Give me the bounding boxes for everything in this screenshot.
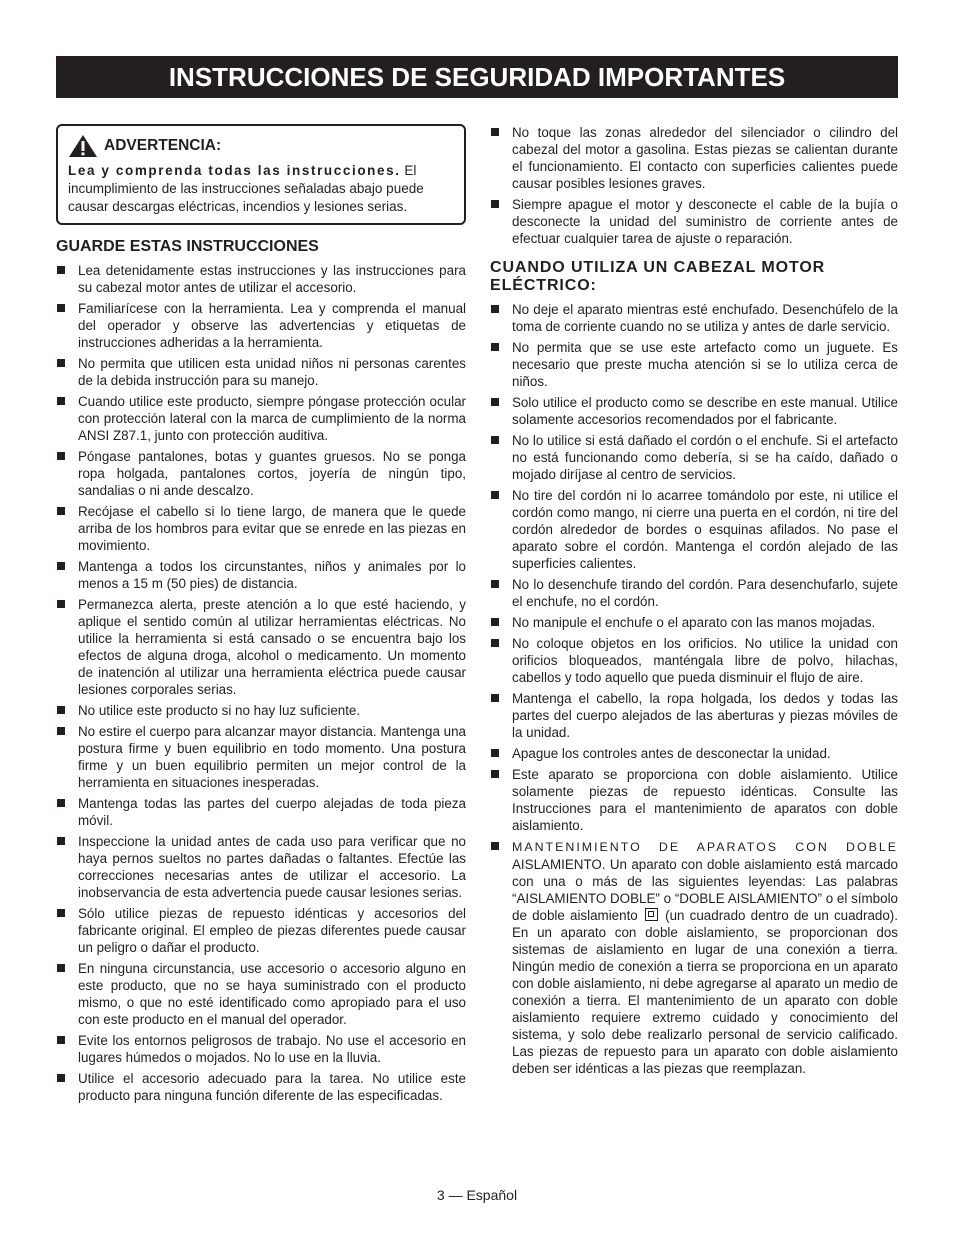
list-item: En ninguna circunstancia, use accesorio o accesorio alguno en este producto, que no se haya suministrado con el producto mismo, o que no esté identificado como apropiado para el uso con este producto en el manual del operador. [56,960,466,1028]
list-item: Familiarícese con la herramienta. Lea y comprenda el manual del operador y observe las advertencias y etiquetas de instrucciones adheridas a la herramienta. [56,300,466,351]
square-bullet-icon [57,964,65,972]
square-bullet-icon [57,837,65,845]
guarde-list [56,262,466,1104]
square-bullet-icon [491,618,499,626]
list-item: No utilice este producto si no hay luz suficiente. [56,702,466,719]
square-bullet-icon [491,436,499,444]
list-item: No estire el cuerpo para alcanzar mayor distancia. Mantenga una postura firme y buen equilibrio en todo momento. Una postura firme y un buen equilibrio permiten un mejor control de la herramienta en situaciones inesperadas. [56,723,466,791]
square-bullet-icon [57,452,65,460]
square-bullet-icon [491,639,499,647]
square-bullet-icon [57,909,65,917]
warning-box [56,124,466,225]
list-item: Permanezca alerta, preste atención a lo que esté haciendo, y aplique el sentido común al utilizar herramientas eléctricas. No utilice la herramienta si está cansado o se encuentra bajo los efectos de alguna droga, alcohol o medicamento. Un momento de inatención al utilizar una herramienta eléctrica puede causar lesiones corporales serias. [56,596,466,698]
square-bullet-icon [491,491,499,499]
list-item: Este aparato se proporciona con doble aislamiento. Utilice solamente piezas de repuesto idénticas. Consulte las Instrucciones para el mantenimiento de aparatos con doble aislamiento. [490,766,898,834]
list-item: No lo desenchufe tirando del cordón. Para desenchufarlo, sujete el enchufe, no el cordón. [490,576,898,610]
warning-header [68,134,454,158]
warning-lead: Lea y comprenda todas las instrucciones. [68,163,401,178]
double-insulation-icon [645,908,658,921]
square-bullet-icon [491,842,499,850]
list-item: No coloque objetos en los orificios. No utilice la unidad con orificios bloqueados, manténgala libre de polvo, hilachas, cabellos y todo aquello que pueda disminuir el flujo de aire. [490,635,898,686]
warning-title: ADVERTENCIA: [104,137,222,154]
list-item: Evite los entornos peligrosos de trabajo. No use el accesorio en lugares húmedos o mojados. No lo use en la lluvia. [56,1032,466,1066]
engine-list [490,124,898,247]
right-column [490,124,898,1081]
warning-text [68,162,454,216]
list-item: No permita que se use este artefacto como un juguete. Es necesario que preste mucha atención si se lo utiliza cerca de niños. [490,339,898,390]
left-column [56,124,466,1108]
square-bullet-icon [57,799,65,807]
list-item: Mantenga todas las partes del cuerpo alejadas de toda pieza móvil. [56,795,466,829]
square-bullet-icon [57,1074,65,1082]
square-bullet-icon [57,1036,65,1044]
square-bullet-icon [57,727,65,735]
page-footer: 3 — Español [436,1187,518,1203]
square-bullet-icon [57,507,65,515]
list-item: Utilice el accesorio adecuado para la tarea. No utilice este producto para ninguna función diferente de las especificadas. [56,1070,466,1104]
list-item: No deje el aparato mientras esté enchufado. Desenchúfelo de la toma de corriente cuando no se utiliza y antes de darle servicio. [490,301,898,335]
square-bullet-icon [491,398,499,406]
electrico-heading: CUANDO UTILIZA UN CABEZAL MOTOR ELÉCTRICO: [490,259,826,294]
list-item: Mantenga a todos los circunstantes, niños y animales por lo menos a 15 m (50 pies) de distancia. [56,558,466,592]
list-item: Solo utilice el producto como se describe en este manual. Utilice solamente accesorios recomendados por el fabricante. [490,394,898,428]
square-bullet-icon [57,397,65,405]
square-bullet-icon [57,706,65,714]
page-title: INSTRUCCIONES DE SEGURIDAD IMPORTANTES [168,61,786,92]
list-item: Inspeccione la unidad antes de cada uso para verificar que no haya pernos sueltos no partes dañadas o faltantes. Efectúe las correcciones necesarias antes de utilizar el accesorio. La inobservancia de esta advertencia puede causar lesiones serias. [56,833,466,901]
square-bullet-icon [491,580,499,588]
list-item: Sólo utilice piezas de repuesto idénticas y accesorios del fabricante original. El empleo de piezas diferentes puede causar un peligro o dañar el producto. [56,905,466,956]
electrico-list [490,301,898,1077]
square-bullet-icon [491,770,499,778]
guarde-heading: GUARDE ESTAS INSTRUCCIONES [56,238,319,255]
list-item: Recójase el cabello si lo tiene largo, de manera que le quede arriba de los hombros para evitar que se enrede en las piezas en movimiento. [56,503,466,554]
list-item: No toque las zonas alrededor del silenciador o cilindro del cabezal del motor a gasolina. Estas piezas se calientan durante el funcionamiento. El contacto con superficies calientes puede causar posibles lesiones graves. [490,124,898,192]
list-item: Mantenga el cabello, la ropa holgada, los dedos y todas las partes del cuerpo alejados de las aberturas y piezas móviles de la unidad. [490,690,898,741]
square-bullet-icon [57,562,65,570]
list-item: Apague los controles antes de desconectar la unidad. [490,745,898,762]
list-item: MANTENIMIENTO DE APARATOS CON DOBLE AISLAMIENTO. Un aparato con doble aislamiento está marcado con una o más de las siguientes leyendas: Las palabras “AISLAMIENTO DOBLE” o “DOBLE AISLAMIENTO” o el símbolo de doble aislamiento (un cuadrado dentro de un cuadrado). En un aparato con doble aislamiento, se proporcionan dos sistemas de aislamiento en lugar de una conexión a tierra. Ningún medio de conexión a tierra se proporciona en un aparato con doble aislamiento, ni debe agregarse al aparato un medio de conexión a tierra. El mantenimiento de un aparato con doble aislamiento requiere extremo cuidado y conocimiento del sistema, y solo debe realizarlo personal de servicio calificado. Las piezas de repuesto para un aparato con doble aislamiento deben ser idénticas a las piezas que reemplazan. [490,838,898,1077]
list-item: No lo utilice si está dañado el cordón o el enchufe. Si el artefacto no está funcionando como debería, si se ha caído, dañado o mojado diríjase al centro de servicios. [490,432,898,483]
square-bullet-icon [57,600,65,608]
list-item: Póngase pantalones, botas y guantes gruesos. No se ponga ropa holgada, pantalones cortos, joyería de ningún tipo, sandalias o ni ande descalzo. [56,448,466,499]
square-bullet-icon [57,304,65,312]
list-item: No tire del cordón ni lo acarree tomándolo por este, ni utilice el cordón como mango, ni cierre una puerta en el cordón, ni tire del cordón alrededor de bordes o esquinas afilados. No pase el aparato sobre el cordón. Mantenga el cordón alejado de las superficies calientes. [490,487,898,572]
square-bullet-icon [57,359,65,367]
square-bullet-icon [491,305,499,313]
list-item: No manipule el enchufe o el aparato con las manos mojadas. [490,614,898,631]
list-item: Cuando utilice este producto, siempre póngase protección ocular con protección lateral con la marca de cumplimiento de la norma ANSI Z87.1, junto con protección auditiva. [56,393,466,444]
square-bullet-icon [491,200,499,208]
warning-body: El incumplimiento de las instrucciones señaladas abajo puede causar descargas eléctricas, incendios y lesiones serias. [68,163,424,214]
square-bullet-icon [491,128,499,136]
square-bullet-icon [491,749,499,757]
square-bullet-icon [491,694,499,702]
list-item: Lea detenidamente estas instrucciones y las instrucciones para su cabezal motor antes de utilizar el accesorio. [56,262,466,296]
square-bullet-icon [491,343,499,351]
list-item: Siempre apague el motor y desconecte el cable de la bujía o desconecte la unidad del suministro de corriente antes de efectuar cualquier tarea de ajuste o reparación. [490,196,898,247]
list-item: No permita que utilicen esta unidad niños ni personas carentes de la debida instrucción para su manejo. [56,355,466,389]
maintenance-lead: MANTENIMIENTO DE APARATOS CON DOBLE [512,840,898,854]
square-bullet-icon [57,266,65,274]
warning-triangle-icon [68,134,98,158]
title-bar [56,56,898,98]
